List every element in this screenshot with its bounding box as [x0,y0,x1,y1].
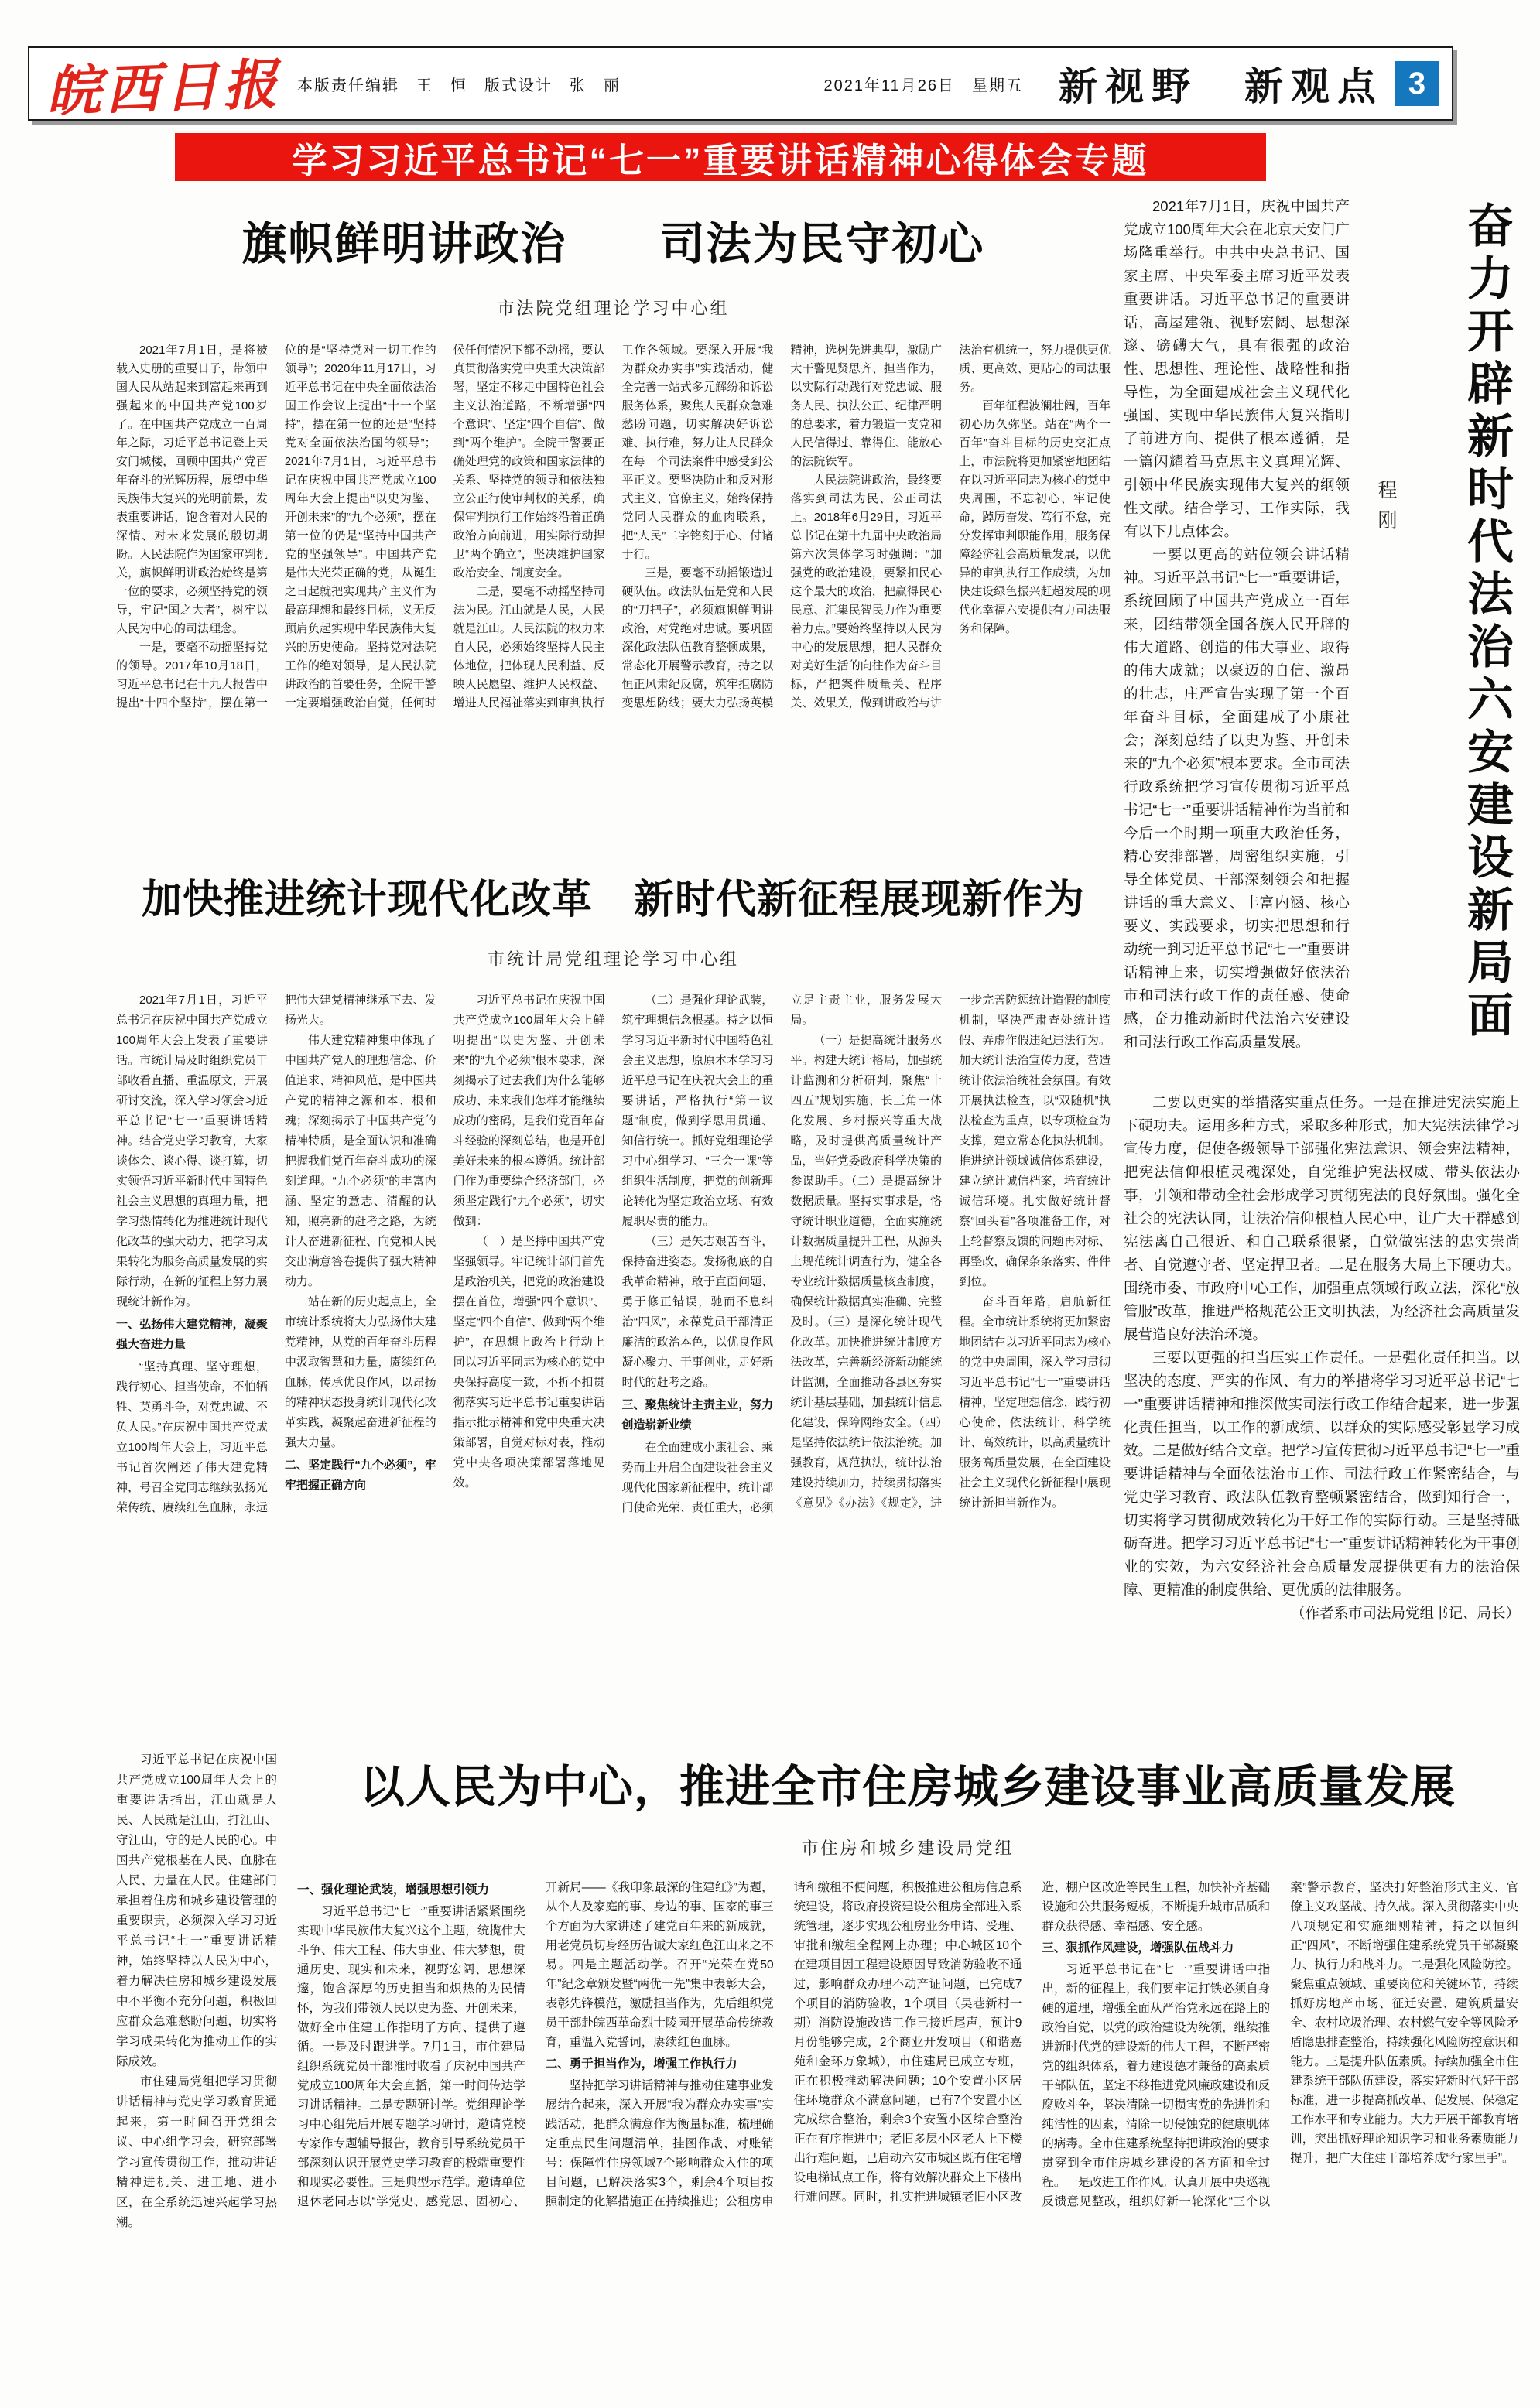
article-statistics-body: 2021年7月1日，习近平总书记在庆祝中国共产党成立100周年大会上发表了重要讲话。市统计局及时组织党员干部收看直播、重温原文，开展研讨交流，深入学习领会习近平总书记“七一”重要讲话精神。结合党史学习教育，大家谈体会、谈心得、谈打算，切实领悟习近平新时代中国特色社会主义思想的真理力量，把学习热情转化为推进统计现代化改革的强大动力，把学习成果转化为服务高质量发展的实际行动，在新的征程上努力展现统计新作为。 一、弘扬伟大建党精神，凝聚强大奋进力量 “坚持真理、坚守理想，践行初心、担当使命，不怕牺牲、英勇斗争，对党忠诚、不负人民。”在庆祝中国共产党成立100周年大会上，习近平总书记首次阐述了伟大建党精神，号召全党同志继续弘扬光荣传统、赓续红色血脉，永远把伟大建党精神继承下去、发扬光大。 伟大建党精神集中体现了中国共产党人的理想信念、价值追求、精神风范，是中国共产党的精神之源和本、根和魂；深刻揭示了中国共产党的精神特质，是全面认识和准确把握我们党百年奋斗成功的深刻道理。“九个必须”的丰富内涵、坚定的意志、清醒的认知，照亮新的赶考之路，为统计人奋进新征程、向党和人民交出满意答卷提供了强大精神动力。 站在新的历史起点上，全市统计系统将大力弘扬伟大建党精神，从党的百年奋斗历程中汲取智慧和力量，赓续红色血脉，传承优良作风，以昂扬的精神状态投身统计现代化改革实践，凝聚起奋进新征程的强大力量。 二、坚定践行“九个必须”，牢牢把握正确方向 习近平总书记在庆祝中国共产党成立100周年大会上鲜明提出“以史为鉴、开创未来”的“九个必须”根本要求，深刻揭示了过去我们为什么能够成功、未来我们怎样才能继续成功的密码，是我们党百年奋斗经验的深刻总结，也是开创美好未来的根本遵循。统计部门作为重要综合经济部门，必须坚定践行“九个必须”，切实做到： （一）是坚持中国共产党坚强领导。牢记统计部门首先是政治机关，把党的政治建设摆在首位，增强“四个意识”、坚定“四个自信”、做到“两个维护”，在思想上政治上行动上同以习近平同志为核心的党中央保持高度一致，不折不扣贯彻落实习近平总书记重要讲话指示批示精神和党中央重大决策部署，自觉对标对表，推动党中央各项决策部署落地见效。 （二）是强化理论武装，筑牢理想信念根基。持之以恒学习习近平新时代中国特色社会主义思想，原原本本学习习近平总书记在庆祝大会上的重要讲话，严格执行“第一议题”制度，做到学思用贯通、知信行统一。抓好党组理论学习中心组学习、“三会一课”等组织生活制度，把党的创新理论转化为坚定政治立场、有效履职尽责的能力。 （三）是矢志艰苦奋斗，保持奋进姿态。发扬彻底的自我革命精神，敢于直面问题、勇于修正错误，驰而不息纠治“四风”，永葆党员干部清正廉洁的政治本色，以优良作风凝心聚力、干事创业，走好新时代的赶考之路。 三、聚焦统计主责主业，努力创造崭新业绩 在全面建成小康社会、乘势而上开启全面建设社会主义现代化国家新征程中，统计部门使命光荣、责任重大，必须立足主责主业，服务发展大局。 （一）是提高统计服务水平。构建大统计格局，加强统计监测和分析研判，聚焦“十四五”规划实施、长三角一体化发展、乡村振兴等重大战略，及时提供高质量统计产品，当好党委政府科学决策的参谋助手。（二）是提高统计数据质量。坚持实事求是，恪守统计职业道德，全面实施统计数据质量提升工程，从源头上规范统计调查行为，健全各专业统计数据质量核查制度，确保统计数据真实准确、完整及时。（三）是深化统计现代化改革。加快推进统计制度方法改革，完善新经济新动能统计监测，全面推动各县区夯实统计基层基础，加强统计信息化建设，保障网络安全。（四）是坚持依法统计依法治统。加强教育，规范执法，统计法治建设持续加力，持续贯彻落实《意见》《办法》《规定》，进一步完善防惩统计造假的制度机制，坚决严肃查处统计造假、弄虚作假违纪违法行为。加大统计法治宣传力度，营造统计依法治统社会氛围。有效开展执法检查，以“双随机”执法检查为重点，以专项检查为支撑，建立常态化执法机制。推进统计领域诚信体系建设，建立统计诚信档案，培育统计诚信环境。扎实做好统计督察“回头看”各项准备工作，对上轮督察反馈的问题再对标、再整改，确保条条落实、件件到位。 奋斗百年路，启航新征程。全市统计系统将更加紧密地团结在以习近平同志为核心的党中央周围，深入学习贯彻习近平总书记“七一”重要讲话精神，坚定理想信念，践行初心使命，依法统计、科学统计、高效统计，以高质量统计服务高质量发展，在全面建设社会主义现代化新征程中展现统计新担当新作为。 [116,994,1111,1514]
article-court [116,207,1111,806]
article-statistics [116,867,1111,1696]
article-housing-title: 以人民为中心，推进全市住房城乡建设事业高质量发展 [359,1762,1456,1812]
editors-line: 本版责任编辑 王 恒 版式设计 张 丽 [297,77,621,94]
topic-banner: 学习习近平总书记“七一”重要讲话精神心得体会专题 [175,133,1266,181]
article-housing [116,1750,1518,2369]
article-justice-body-top: 2021年7月1日，庆祝中国共产党成立100周年大会在北京天安门广场隆重举行。中共中央总书记、国家主席、中央军委主席习近平发表重要讲话。习近平总书记的重要讲话，高屋建瓴、视野宏阔、思想深邃、磅礴大气，具有很强的政治性、思想性、理论性、战略性和指导性，为全面建成社会主义现代化强国、实现中华民族伟大复兴指明了前进方向、提供了根本遵循，是一篇闪耀着马克思主义真理光辉、引领中华民族实现伟大复兴的纲领性文献。结合学习、工作实际，我有以下几点体会。 一要以更高的站位领会讲话精神。习近平总书记“七一”重要讲话，系统回顾了中国共产党成立一百年来，团结带领全国各族人民开辟的伟大道路、创造的伟大事业、取得的伟大成就；以豪迈的自信、激昂的壮志，庄严宣告实现了第一个百年奋斗目标，全面建成了小康社会；深刻总结了以史为鉴、开创未来的“九个必须”根本要求。全市司法行政系统把学习宣传贯彻习近平总书记“七一”重要讲话精神作为当前和今后一个时期一项重大政治任务，精心安排部署，周密组织实施，引导全体党员、干部深刻领会和把握讲话的重大意义、丰富内涵、核心要义、实践要求，切实把思想和行动统一到习近平总书记“七一”重要讲话精神上来，切实增强做好依法治市和司法行政工作的责任感、使命感，奋力推动新时代法治六安建设和司法行政工作高质量发展。 [1124,198,1350,1050]
article-justice-top [1124,195,1520,1077]
article-housing-byline: 市住房和城乡建设局党组 [801,1838,1015,1858]
article-housing-main [297,1750,1518,2369]
masthead [28,46,1453,121]
article-housing-lead-column: 习近平总书记在庆祝中国共产党成立100周年大会上的重要讲话指出，江山就是人民、人民就是江山，打江山、守江山，守的是人民的心。中国共产党根基在人民、血脉在人民、力量在人民。住建部门承担着住房和城乡建设管理的重要职责，必须深入学习习近平总书记“七一”重要讲话精神，始终坚持以人民为中心，着力解决住房和城乡建设发展中不平衡不充分问题，积极回应群众急难愁盼问题，切实将学习成果转化为推动工作的实际成效。 市住建局党组把学习贯彻讲话精神与党史学习教育贯通起来，第一时间召开党组会议、中心组学习会，研究部署学习宣传贯彻工作，推动讲话精神进机关、进工地、进小区，在全系统迅速兴起学习热潮。 [116,1753,277,2229]
section-title: 新视野 新观点 [1059,65,1384,108]
article-court-body: 2021年7月1日，是将被载入史册的重要日子，带领中国人民从站起来到富起来再到强起来的中国共产党100岁了。在中国共产党成立一百周年之际，习近平总书记登上天安门城楼，回顾中国共产党百年奋斗的光辉历程，展望中华民族伟大复兴的光明前景，发表重要讲话，饱含着对人民的深情、对未来发展的殷切期盼。人民法院作为国家审判机关，旗帜鲜明讲政治始终是第一位的要求，必须坚持党的领导，牢记“国之大者”，树牢以人民为中心的司法理念。 一是，要毫不动摇坚持党的领导。2017年10月18日，习近平总书记在十九大报告中提出“十四个坚持”，摆在第一位的是“坚持党对一切工作的领导”；2020年11月17日，习近平总书记在中央全面依法治国工作会议上提出“十一个坚持”，摆在第一位的还是“坚持党对全面依法治国的领导”；2021年7月1日，习近平总书记在庆祝中国共产党成立100周年大会上提出“以史为鉴、开创未来”的“九个必须”，摆在第一位的仍是“坚持中国共产党的坚强领导”。中国共产党是伟大光荣正确的党，从诞生之日起就把实现共产主义作为最高理想和最终目标，义无反顾肩负起实现中华民族伟大复兴的历史使命。坚持党对法院工作的绝对领导，是人民法院讲政治的首要任务，全院干警一定要增强政治自觉，任何时候任何情况下都不动摇，要认真贯彻落实党中央重大决策部署，坚定不移走中国特色社会主义法治道路，不断增强“四个意识”、坚定“四个自信”、做到“两个维护”。全院干警要正确处理党的政策和国家法律的关系、坚持党的领导和依法独立公正行使审判权的关系，确保审判执行工作始终沿着正确政治方向前进，用实际行动捍卫“两个确立”，坚决维护国家政治安全、制度安全。 二是，要毫不动摇坚持司法为民。江山就是人民，人民就是江山。人民法院的权力来自人民，必须始终坚持人民主体地位，把体现人民利益、反映人民愿望、维护人民权益、增进人民福祉落实到审判执行工作各领域。要深入开展“我为群众办实事”实践活动，健全完善一站式多元解纷和诉讼服务体系，聚焦人民群众急难愁盼问题，切实解决好诉讼难、执行难，努力让人民群众在每一个司法案件中感受到公平正义。要坚决防止和反对形式主义、官僚主义，始终保持党同人民群众的血肉联系，把“人民”二字铭刻于心、付诸于行。 三是，要毫不动摇锻造过硬队伍。政法队伍是党和人民的“刀把子”，必须旗帜鲜明讲政治，对党绝对忠诚。要巩固深化政法队伍教育整顿成果，常态化开展警示教育，持之以恒正风肃纪反腐，筑牢拒腐防变思想防线；要大力弘扬英模精神，选树先进典型，激励广大干警见贤思齐、担当作为，以实际行动践行对党忠诚、服务人民、执法公正、纪律严明的总要求，着力锻造一支党和人民信得过、靠得住、能放心的法院铁军。 人民法院讲政治，最终要落实到司法为民、公正司法上。2018年6月29日，习近平总书记在第十九届中央政治局第六次集体学习时强调：“加强党的政治建设，要紧扣民心这个最大的政治，把赢得民心民意、汇集民智民力作为重要着力点。”要始终坚持以人民为中心的发展思想，把人民群众对美好生活的向往作为奋斗目标，严把案件质量关、程序关、效果关，做到讲政治与讲法治有机统一，努力提供更优质、更高效、更贴心的司法服务。 百年征程波澜壮阔，百年初心历久弥坚。站在“两个一百年”奋斗目标的历史交汇点上，市法院将更加紧密地团结在以习近平同志为核心的党中央周围，不忘初心、牢记使命，踔厉奋发、笃行不怠，充分发挥审判职能作用，服务保障经济社会高质量发展，以优异的审判执行工作成绩，为加快建设绿色振兴赶超发展的现代化幸福六安提供有力司法服务和保障。 [116,344,1111,710]
article-statistics-title: 加快推进统计现代化改革 新时代新征程展现新作为 [141,877,1085,922]
article-justice-author: 程刚 [1375,480,1396,540]
article-statistics-byline: 市统计局党组理论学习中心组 [487,949,739,969]
article-court-byline: 市法院党组理论学习中心组 [497,299,730,318]
newspaper-logo: 皖西日报 [45,55,283,123]
article-housing-body: 一、强化理论武装，增强思想引领力 习近平总书记“七一”重要讲话紧紧围绕实现中华民族伟大复兴这个主题，统揽伟大斗争、伟大工程、伟大事业、伟大梦想，贯通历史、现实和未来，视野宏阔、思想深邃，饱含深厚的历史担当和炽热的为民情怀，为我们带领人民以史为鉴、开创未来，做好全市住建工作指明了方向、提供了遵循。一是及时跟进学。7月1日，市住建局组织系统党员干部准时收看了庆祝中国共产党成立100周年大会直播，第一时间传达学习讲话精神。二是专题研讨学。党组理论学习中心组先后开展专题学习研讨，邀请党校专家作专题辅导报告，教育引导系统党员干部深刻认识开展党史学习教育的极端重要性和现实必要性。三是典型示范学。邀请单位退休老同志以“学党史、感党恩、固初心、开新局——《我印象最深的住建红》”为题，从个人及家庭的事、身边的事、国家的事三个方面为大家讲述了建党百年来的新成就，用老党员切身经历告诫大家红色江山来之不易。四是主题活动学。召开“光荣在党50年”纪念章颁发暨“两优一先”集中表彰大会，表彰先锋模范，激励担当作为，先后组织党员干部赴皖西革命烈士陵园开展革命传统教育，重温入党誓词，赓续红色血脉。 二、勇于担当作为，增强工作执行力 坚持把学习讲话精神与推动住建事业发展结合起来，深入开展“我为群众办实事”实践活动，把群众满意作为衡量标准，梳理确定重点民生问题清单，挂图作战、对账销号：保障性住房领域7个影响群众入住的项目问题，已解决落实3个，剩余4个项目按照制定的化解措施正在持续推进；公租房申请和缴租不便问题，积极推进公租房信息系统建设，将政府投资建设公租房全部进入系统管理，逐步实现公租房业务申请、受理、审批和缴租全程网上办理；中心城区10个在建项目因工程建设原因导致消防验收不通过，影响群众办理不动产证问题，已完成7个项目的消防验收，1个项目（吴巷新村一期）消防设施改造工作已接近尾声，预计9月份能够完成，2个商业开发项目（和谐嘉苑和金环万象城），市住建局已成立专班，正在积极推动解决问题；10个安置小区居住环境群众不满意问题，已有7个安置小区完成综合整治，剩余3个安置小区综合整治正在有序推进中；老旧多层小区老人上下楼出行难问题，已启动六安市城区既有住宅增设电梯试点工作，将有效解决群众上下楼出行难问题。同时，扎实推进城镇老旧小区改造、棚户区改造等民生工程，加快补齐基础设施和公共服务短板，不断提升城市品质和群众获得感、幸福感、安全感。 三、狠抓作风建设，增强队伍战斗力 习近平总书记在“七一”重要讲话中指出，新的征程上，我们要牢记打铁必须自身硬的道理，增强全面从严治党永远在路上的政治自觉，以党的政治建设为统领，继续推进新时代党的建设新的伟大工程，不断严密党的组织体系，着力建设德才兼备的高素质干部队伍，坚定不移推进党风廉政建设和反腐败斗争，坚决清除一切损害党的先进性和纯洁性的因素，清除一切侵蚀党的健康肌体的病毒。全市住建系统坚持把讲政治的要求贯穿到全市住房城乡建设的各方面和全过程。一是改进工作作风。认真开展中央巡视反馈意见整改，组织好新一轮深化“三个以案”警示教育，坚决打好整治形式主义、官僚主义攻坚战、持久战。深入贯彻落实中央八项规定和实施细则精神，持之以恒纠正“四风”，不断增强住建系统党员干部凝聚力、执行力和战斗力。二是强化风险防控。聚焦重点领域、重要岗位和关键环节，持续抓好房地产市场、征迁安置、建筑质量安全、农村垃圾治理、农村燃气安全等风险矛盾隐患排查整治，持续强化风险防控意识和能力。三是提升队伍素质。持续加强全市住建系统干部队伍建设，落实好新时代好干部标准，进一步提高抓改革、促发展、保稳定工作水平和专业能力。大力开展干部教育培训，突出抓好理论知识学习和业务素质能力提升，把广大住建干部培养成“行家里手”。 [297,1881,1518,2208]
article-court-title: 旗帜鲜明讲政治 司法为民守初心 [241,219,985,269]
page-number-badge: 3 [1395,61,1439,106]
article-justice-vertical-title: 奋力开辟新时代法治六安建设新局面 [1461,201,1513,1043]
article-justice-body-bottom: 二要以更实的举措落实重点任务。一是在推进宪法实施上下硬功夫。运用多种方式，采取多种形式，加大宪法法律学习宣传力度，促使各级领导干部强化宪法意识、领会宪法精神，把宪法信仰根植灵魂深处，自觉维护宪法权威、带头依法办事，引领和带动全社会形成学习贯彻宪法的良好氛围。强化全社会的宪法认同，让法治信仰根植人民心中，让广大干群感到宪法离自己很近、和自己联系很紧，自觉做宪法的忠实崇尚者、自觉遵守者、坚定捍卫者。二是在服务大局上下硬功夫。围绕市委、市政府中心工作，加强重点领域行政立法，深化“放管服”改革，推进严格规范公正文明执法，为经济社会高质量发展营造良好法治环境。 三要以更强的担当压实工作责任。一是强化责任担当。以坚决的态度、严实的作风、有力的举措将学习习近平总书记“七一”重要讲话精神和推深做实司法行政工作结合起来，进一步强化责任担当，以工作的新成绩、以群众的实际感受彰显学习成效。二是做好结合文章。把学习宣传贯彻习近平总书记“七一”重要讲话精神与全面依法治市工作、司法行政工作紧密结合，与党史学习教育、政法队伍教育整顿紧密结合，做到知行合一，切实将学习贯彻成效转化为干好工作的实际行动。三是坚持砥砺奋进。把学习习近平总书记“七一”重要讲话精神转化为干事创业的实效，为六安经济社会高质量发展提供更有力的法治保障、更精准的制度供给、更优质的法律服务。 （作者系市司法局党组书记、局长） [1124,1094,1520,1621]
issue-date: 2021年11月26日 星期五 [823,77,1023,94]
article-justice [1124,195,1520,1739]
